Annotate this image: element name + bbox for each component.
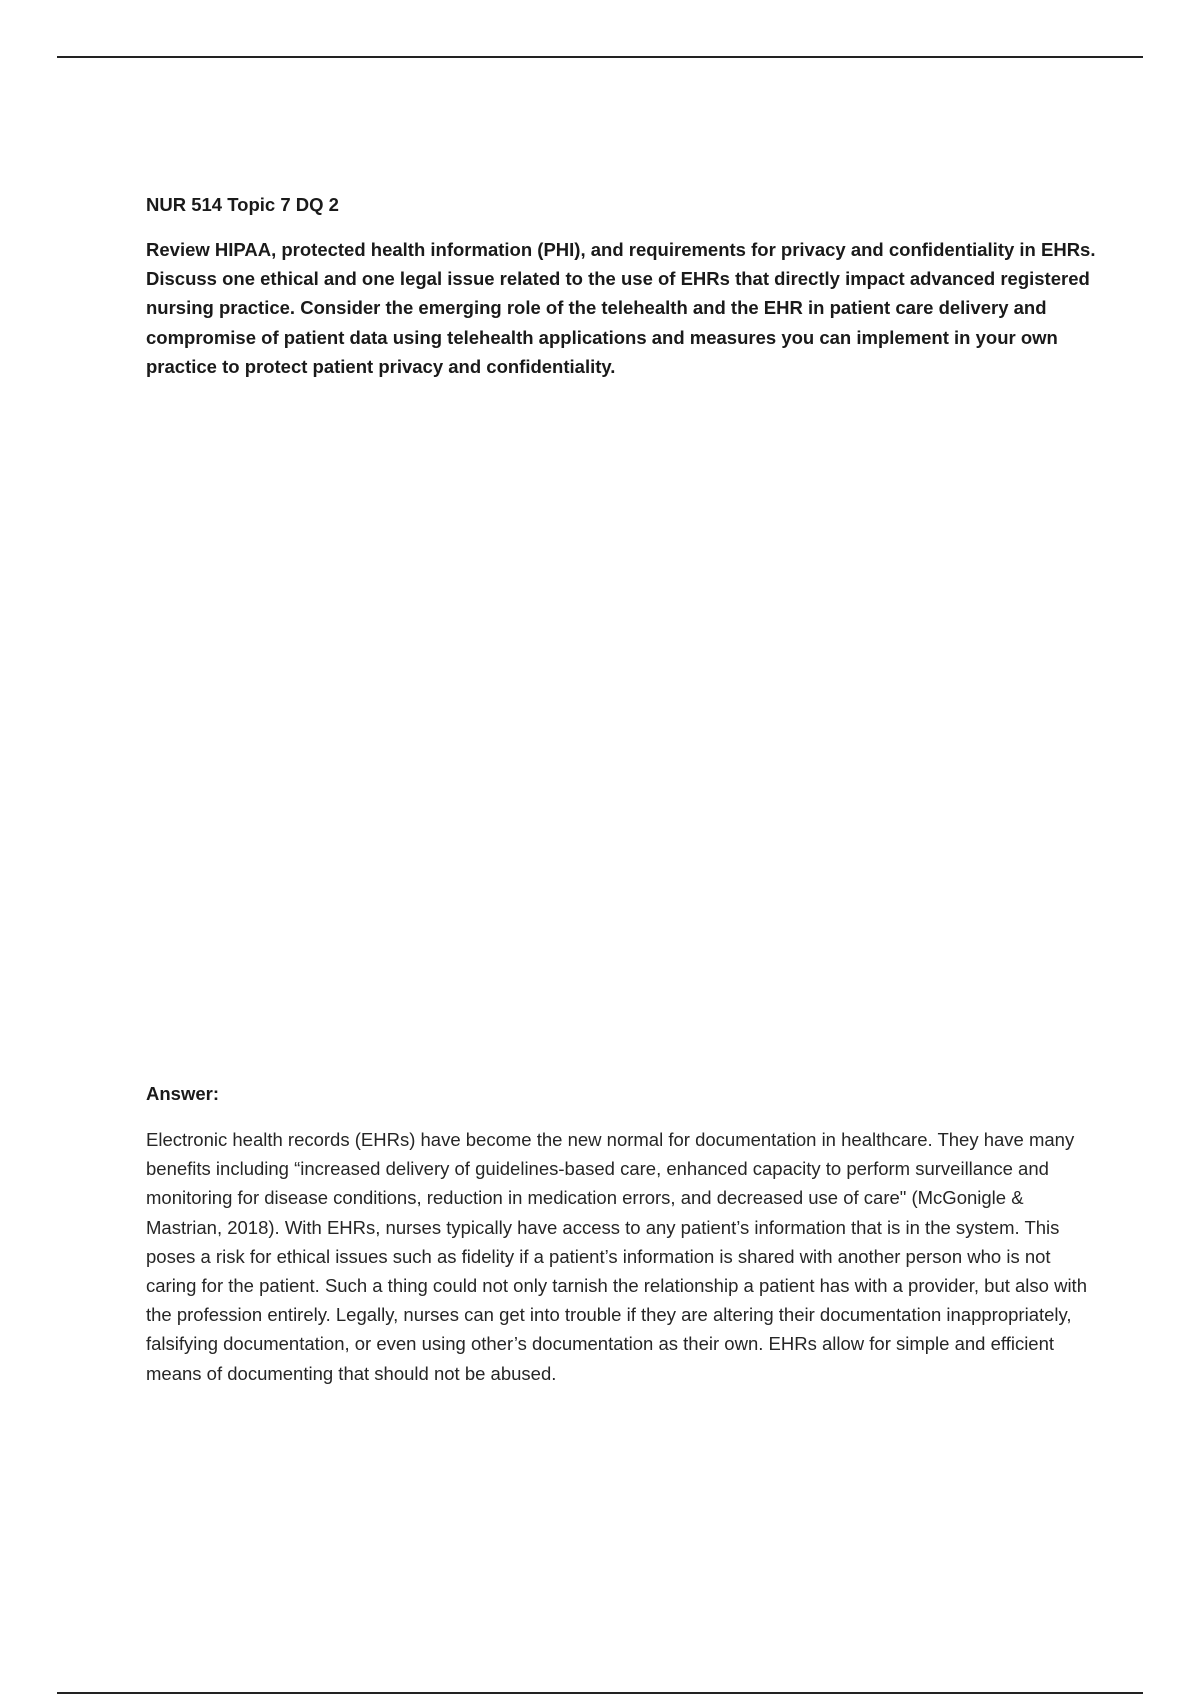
document-title: NUR 514 Topic 7 DQ 2 bbox=[146, 194, 339, 215]
header-rule bbox=[57, 56, 1143, 58]
footer-rule bbox=[57, 1692, 1143, 1694]
answer-heading: Answer: bbox=[146, 1083, 219, 1104]
discussion-prompt: Review HIPAA, protected health information (PHI), and requirements for privacy and confidentiality in EHRs. Discuss one ethical and one legal issue related to the use of EHRs that directly impact advanced registered nursing practice. Consider the emerging role of the telehealth and the EHR in patient care delivery and compromise of patient data using telehealth applications and measures you can implement in your own practice to protect patient privacy and confidentiality. bbox=[146, 239, 1096, 377]
answer-paragraph: Electronic health records (EHRs) have become the new normal for documentation in healthcare. They have many benefits including “increased delivery of guidelines-based care, enhanced capacity to perform surveillance and monitoring for disease conditions, reduction in medication errors, and decreased use of care" (McGonigle & Mastrian, 2018). With EHRs, nurses typically have access to any patient’s information that is in the system. This poses a risk for ethical issues such as fidelity if a patient’s information is shared with another person who is not caring for the patient. Such a thing could not only tarnish the relationship a patient has with a provider, but also with the profession entirely. Legally, nurses can get into trouble if they are altering their documentation inappropriately, falsifying documentation, or even using other’s documentation as their own. EHRs allow for simple and efficient means of documenting that should not be abused. bbox=[146, 1129, 1087, 1384]
